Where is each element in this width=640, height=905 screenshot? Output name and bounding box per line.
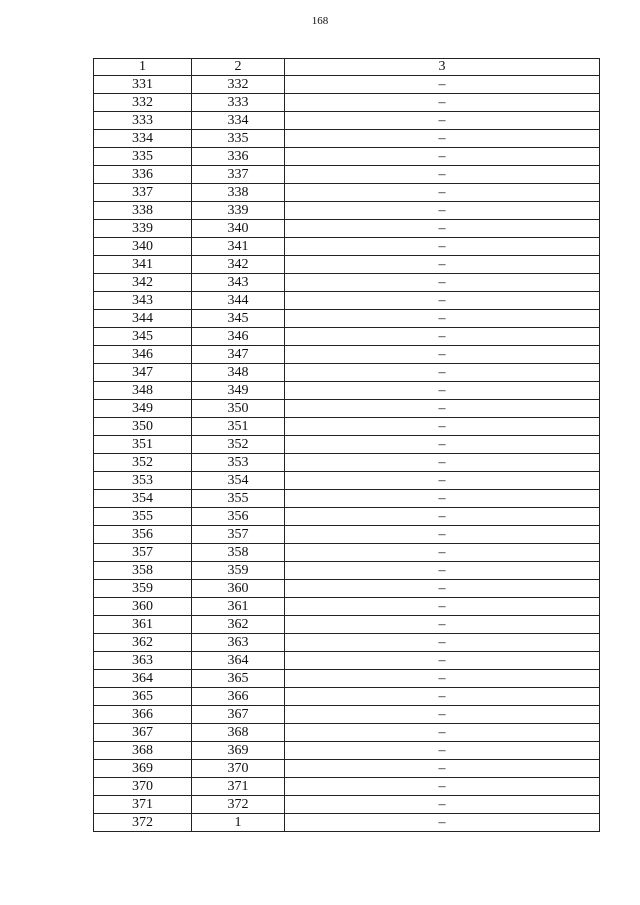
table-cell-col-1: 358 [94, 562, 192, 580]
table-cell-col-3: – [285, 544, 600, 562]
table-cell-col-2: 350 [192, 400, 285, 418]
table-cell-col-3: – [285, 616, 600, 634]
table-row [94, 166, 600, 184]
table-cell-col-1: 350 [94, 418, 192, 436]
table-cell-col-3: – [285, 562, 600, 580]
table-cell-col-2: 342 [192, 256, 285, 274]
table-cell-col-1: 366 [94, 706, 192, 724]
table-cell-col-3: – [285, 670, 600, 688]
table-row [94, 292, 600, 310]
column-header-1: 1 [94, 59, 192, 76]
table-cell-col-3: – [285, 814, 600, 832]
table-row [94, 310, 600, 328]
table-cell-col-2: 360 [192, 580, 285, 598]
table-cell-col-2: 355 [192, 490, 285, 508]
table-cell-col-2: 334 [192, 112, 285, 130]
table-cell-col-3: – [285, 454, 600, 472]
table-cell-col-3: – [285, 400, 600, 418]
table-cell-col-3: – [285, 580, 600, 598]
table-cell-col-1: 339 [94, 220, 192, 238]
table-cell-col-2: 364 [192, 652, 285, 670]
column-header-2: 2 [192, 59, 285, 76]
table-row [94, 454, 600, 472]
table-cell-col-2: 370 [192, 760, 285, 778]
table-cell-col-2: 367 [192, 706, 285, 724]
table-row [94, 382, 600, 400]
table-cell-col-2: 349 [192, 382, 285, 400]
table-cell-col-3: – [285, 202, 600, 220]
table-cell-col-2: 353 [192, 454, 285, 472]
table-cell-col-1: 337 [94, 184, 192, 202]
table-cell-col-3: – [285, 526, 600, 544]
table-cell-col-3: – [285, 220, 600, 238]
data-table [93, 58, 600, 832]
table-cell-col-2: 357 [192, 526, 285, 544]
table-row [94, 472, 600, 490]
table-row [94, 796, 600, 814]
table-cell-col-1: 338 [94, 202, 192, 220]
table-cell-col-1: 333 [94, 112, 192, 130]
table-header-row [94, 59, 600, 76]
table-cell-col-3: – [285, 436, 600, 454]
table-row [94, 580, 600, 598]
table-row [94, 616, 600, 634]
table-cell-col-3: – [285, 706, 600, 724]
table-cell-col-2: 341 [192, 238, 285, 256]
table-cell-col-2: 365 [192, 670, 285, 688]
table-cell-col-1: 347 [94, 364, 192, 382]
table-cell-col-1: 370 [94, 778, 192, 796]
table-cell-col-2: 351 [192, 418, 285, 436]
table-cell-col-1: 369 [94, 760, 192, 778]
table-cell-col-2: 361 [192, 598, 285, 616]
table-cell-col-3: – [285, 148, 600, 166]
table-cell-col-3: – [285, 112, 600, 130]
table-cell-col-3: – [285, 166, 600, 184]
table-cell-col-2: 344 [192, 292, 285, 310]
table-cell-col-3: – [285, 472, 600, 490]
table-cell-col-1: 341 [94, 256, 192, 274]
table-cell-col-1: 349 [94, 400, 192, 418]
table-cell-col-1: 362 [94, 634, 192, 652]
table-cell-col-3: – [285, 508, 600, 526]
table-row [94, 688, 600, 706]
table-cell-col-3: – [285, 382, 600, 400]
table-cell-col-1: 348 [94, 382, 192, 400]
table-cell-col-3: – [285, 364, 600, 382]
page-number: 168 [311, 15, 329, 27]
table-row [94, 346, 600, 364]
table-cell-col-1: 372 [94, 814, 192, 832]
table-row [94, 112, 600, 130]
table-row [94, 274, 600, 292]
table-cell-col-2: 369 [192, 742, 285, 760]
table-cell-col-1: 363 [94, 652, 192, 670]
table-cell-col-1: 334 [94, 130, 192, 148]
table-cell-col-1: 357 [94, 544, 192, 562]
table-cell-col-2: 338 [192, 184, 285, 202]
table-row [94, 220, 600, 238]
table-cell-col-2: 340 [192, 220, 285, 238]
table-cell-col-2: 363 [192, 634, 285, 652]
table-cell-col-1: 344 [94, 310, 192, 328]
table-cell-col-2: 352 [192, 436, 285, 454]
table-cell-col-2: 1 [192, 814, 285, 832]
table-cell-col-1: 359 [94, 580, 192, 598]
table-cell-col-1: 360 [94, 598, 192, 616]
table-cell-col-3: – [285, 130, 600, 148]
table-cell-col-2: 356 [192, 508, 285, 526]
table-cell-col-2: 362 [192, 616, 285, 634]
table-cell-col-2: 332 [192, 76, 285, 94]
table-row [94, 184, 600, 202]
table-cell-col-3: – [285, 634, 600, 652]
table-row [94, 670, 600, 688]
table-cell-col-1: 371 [94, 796, 192, 814]
table-cell-col-3: – [285, 238, 600, 256]
table-cell-col-1: 354 [94, 490, 192, 508]
table-cell-col-3: – [285, 742, 600, 760]
table-cell-col-2: 346 [192, 328, 285, 346]
table-cell-col-3: – [285, 310, 600, 328]
table-cell-col-1: 365 [94, 688, 192, 706]
table-cell-col-2: 336 [192, 148, 285, 166]
table-cell-col-1: 355 [94, 508, 192, 526]
table-row [94, 760, 600, 778]
table-row [94, 76, 600, 94]
table-row [94, 202, 600, 220]
table-cell-col-3: – [285, 598, 600, 616]
table-cell-col-1: 356 [94, 526, 192, 544]
table-cell-col-2: 372 [192, 796, 285, 814]
table-cell-col-3: – [285, 418, 600, 436]
table-row [94, 508, 600, 526]
table-cell-col-1: 351 [94, 436, 192, 454]
table-cell-col-2: 333 [192, 94, 285, 112]
table-cell-col-3: – [285, 184, 600, 202]
table-cell-col-3: – [285, 274, 600, 292]
table-cell-col-3: – [285, 256, 600, 274]
table-cell-col-2: 366 [192, 688, 285, 706]
table-cell-col-1: 361 [94, 616, 192, 634]
table-row [94, 724, 600, 742]
table-cell-col-3: – [285, 346, 600, 364]
table-row [94, 400, 600, 418]
table-cell-col-2: 335 [192, 130, 285, 148]
table-cell-col-1: 336 [94, 166, 192, 184]
table-row [94, 418, 600, 436]
table-cell-col-2: 343 [192, 274, 285, 292]
table-row [94, 364, 600, 382]
table-cell-col-3: – [285, 328, 600, 346]
table-cell-col-2: 354 [192, 472, 285, 490]
table-cell-col-2: 368 [192, 724, 285, 742]
table-cell-col-2: 337 [192, 166, 285, 184]
table-cell-col-2: 358 [192, 544, 285, 562]
table-row [94, 742, 600, 760]
table-row [94, 328, 600, 346]
table-cell-col-3: – [285, 652, 600, 670]
table-body [94, 76, 600, 832]
table-cell-col-1: 331 [94, 76, 192, 94]
table-row [94, 778, 600, 796]
table-cell-col-3: – [285, 292, 600, 310]
table-row [94, 130, 600, 148]
table-cell-col-2: 339 [192, 202, 285, 220]
table-row [94, 598, 600, 616]
table-cell-col-3: – [285, 76, 600, 94]
table-row [94, 526, 600, 544]
table-row [94, 814, 600, 832]
table-cell-col-1: 332 [94, 94, 192, 112]
table-cell-col-1: 352 [94, 454, 192, 472]
table-cell-col-1: 367 [94, 724, 192, 742]
table-row [94, 544, 600, 562]
table-cell-col-1: 345 [94, 328, 192, 346]
table-cell-col-1: 343 [94, 292, 192, 310]
table-cell-col-1: 342 [94, 274, 192, 292]
table-cell-col-3: – [285, 796, 600, 814]
table-row [94, 436, 600, 454]
table-cell-col-2: 348 [192, 364, 285, 382]
table-cell-col-3: – [285, 94, 600, 112]
table-row [94, 490, 600, 508]
table-cell-col-2: 345 [192, 310, 285, 328]
table-cell-col-1: 368 [94, 742, 192, 760]
table-cell-col-1: 364 [94, 670, 192, 688]
table-row [94, 238, 600, 256]
table-cell-col-3: – [285, 724, 600, 742]
table-row [94, 94, 600, 112]
table-cell-col-1: 340 [94, 238, 192, 256]
table-row [94, 562, 600, 580]
table-row [94, 652, 600, 670]
table-row [94, 256, 600, 274]
table-row [94, 706, 600, 724]
table-row [94, 148, 600, 166]
column-header-3: 3 [285, 59, 600, 76]
table-cell-col-1: 346 [94, 346, 192, 364]
table-cell-col-2: 347 [192, 346, 285, 364]
table-cell-col-3: – [285, 778, 600, 796]
table-row [94, 634, 600, 652]
table-cell-col-1: 353 [94, 472, 192, 490]
table-cell-col-2: 359 [192, 562, 285, 580]
table-cell-col-2: 371 [192, 778, 285, 796]
table-cell-col-3: – [285, 760, 600, 778]
table-cell-col-1: 335 [94, 148, 192, 166]
table-cell-col-3: – [285, 688, 600, 706]
table-cell-col-3: – [285, 490, 600, 508]
